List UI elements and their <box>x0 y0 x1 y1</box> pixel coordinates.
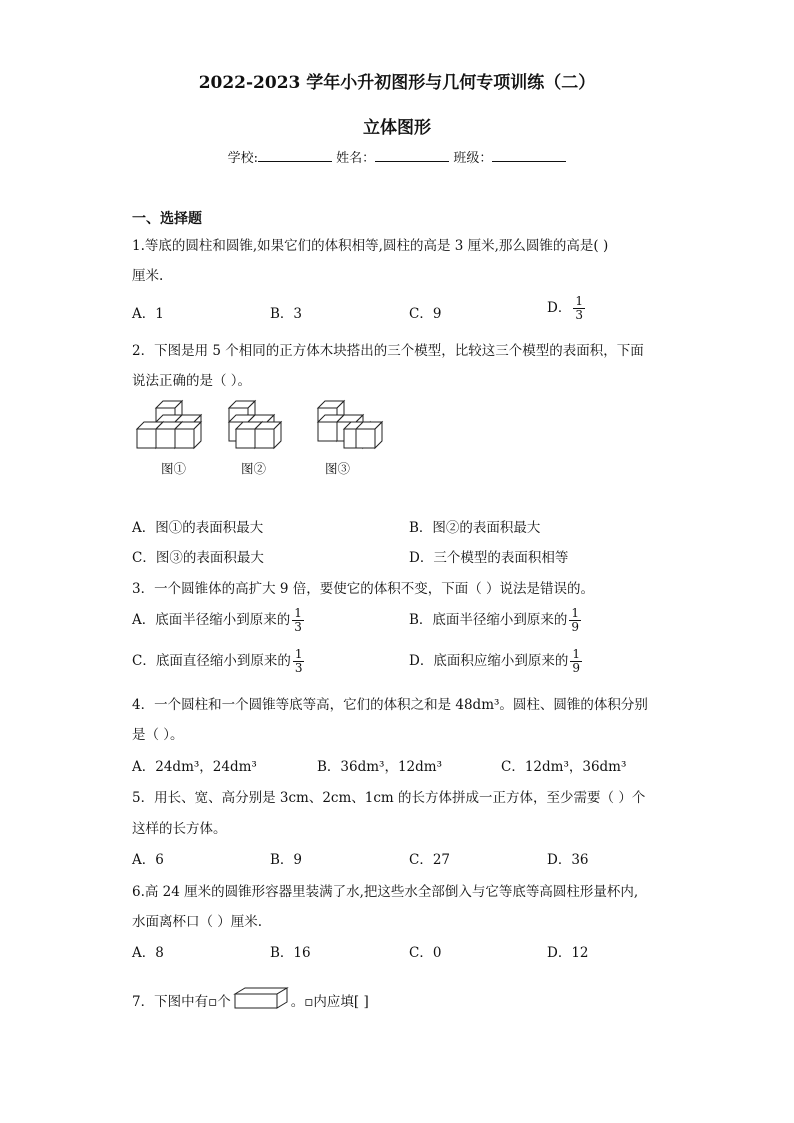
question-5-line2: 这样的长方体。 <box>132 821 227 837</box>
question-4-option-c: C．12dm³，36dm³ <box>501 759 627 775</box>
question-5-option-a: A．6 <box>132 852 164 868</box>
question-4-option-b: B．36dm³，12dm³ <box>317 759 442 775</box>
cube-models-figure <box>130 396 390 452</box>
class-label: 班级： <box>453 151 493 166</box>
document-subtitle: 立体图形 <box>363 118 431 138</box>
section-title: 一、选择题 <box>132 211 202 227</box>
question-1-option-c: C．9 <box>409 306 442 322</box>
question-4-line1: 4．一个圆柱和一个圆锥等底等高，它们的体积之和是 48dm³。圆柱、圆锥的体积分别 <box>132 697 648 713</box>
option-text: C．底面直径缩小到原来的 <box>132 653 291 669</box>
question-2-line1: 2．下图是用 5 个相同的正方体木块搭出的三个模型，比较这三个模型的表面积，下面 <box>132 343 644 359</box>
question-2-option-b: B．图②的表面积最大 <box>409 520 541 536</box>
cube-model-1 <box>137 401 201 448</box>
class-blank <box>492 147 566 162</box>
name-blank <box>375 147 449 162</box>
figure-caption-2: 图② <box>241 461 267 476</box>
question-5-option-b: B．9 <box>270 852 303 868</box>
question-6-option-d: D．12 <box>547 945 589 961</box>
question-6-option-b: B．16 <box>270 945 311 961</box>
option-text: A．底面半径缩小到原来的 <box>132 612 291 628</box>
question-1-line2: 厘米. <box>132 268 164 284</box>
student-info-line <box>0 147 794 166</box>
fraction: $\frac{1}{9}$ <box>571 606 580 634</box>
option-text: D．底面积应缩小到原来的 <box>409 653 569 669</box>
question-5-option-d: D．36 <box>547 852 589 868</box>
question-1-option-d <box>547 295 585 322</box>
question-1-line1: 1.等底的圆柱和圆锥,如果它们的体积相等,圆柱的高是 3 厘米,那么圆锥的高是( ) <box>132 238 609 254</box>
fraction: $\frac{1}{9}$ <box>572 647 580 675</box>
question-6-option-c: C．0 <box>409 945 442 961</box>
question-7-suffix: 。▫内应填[ ] <box>290 994 369 1010</box>
question-3-option-d <box>409 648 582 675</box>
figure-caption-3: 图③ <box>325 461 351 476</box>
question-6-line1: 6.高 24 厘米的圆锥形容器里装满了水,把这些水全部倒入与它等底等高圆柱形量杯内, <box>132 884 639 900</box>
name-label: 姓名： <box>336 151 376 166</box>
question-6-option-a: A．8 <box>132 945 164 961</box>
option-text: B．底面半径缩小到原来的 <box>409 612 568 628</box>
question-1-option-b: B．3 <box>270 306 303 322</box>
question-6-line2: 水面离杯口（ ）厘米. <box>132 914 263 930</box>
question-2-line2: 说法正确的是（ ）。 <box>132 373 252 389</box>
question-2-option-c: C．图③的表面积最大 <box>132 550 264 566</box>
question-1-option-a: A．1 <box>132 306 164 322</box>
question-5-line1: 5．用长、宽、高分别是 3cm、2cm、1cm 的长方体拼成一正方体，至少需要（ ）个 <box>132 790 646 806</box>
fraction: $\frac{1}{3}$ <box>294 606 302 634</box>
question-3-option-b <box>409 607 581 634</box>
question-3-option-a <box>132 607 304 634</box>
cuboid-icon <box>233 986 289 1010</box>
question-2-option-a: A．图①的表面积最大 <box>132 520 264 536</box>
cube-model-3 <box>318 401 382 448</box>
question-3-line1: 3．一个圆锥体的高扩大 9 倍，要使它的体积不变，下面（ ）说法是错误的。 <box>132 581 595 597</box>
school-label: 学校: <box>227 151 259 166</box>
question-7-prefix: 7．下图中有▫个 <box>132 994 231 1010</box>
fraction: $\frac{1}{3}$ <box>575 294 583 322</box>
figure-caption-1: 图① <box>161 461 187 476</box>
document-title: 2022-2023 学年小升初图形与几何专项训练（二） <box>198 73 596 93</box>
question-5-option-c: C．27 <box>409 852 451 868</box>
question-1-option-d-label: D． <box>547 300 572 316</box>
school-blank <box>258 147 332 162</box>
question-4-option-a: A．24dm³，24dm³ <box>132 759 257 775</box>
question-4-line2: 是（ ）。 <box>132 727 184 743</box>
cube-model-2 <box>229 401 281 448</box>
question-2-option-d: D．三个模型的表面积相等 <box>409 550 569 566</box>
fraction: $\frac{1}{3}$ <box>294 647 303 675</box>
question-7-line <box>132 986 369 1010</box>
question-3-option-c <box>132 648 304 675</box>
